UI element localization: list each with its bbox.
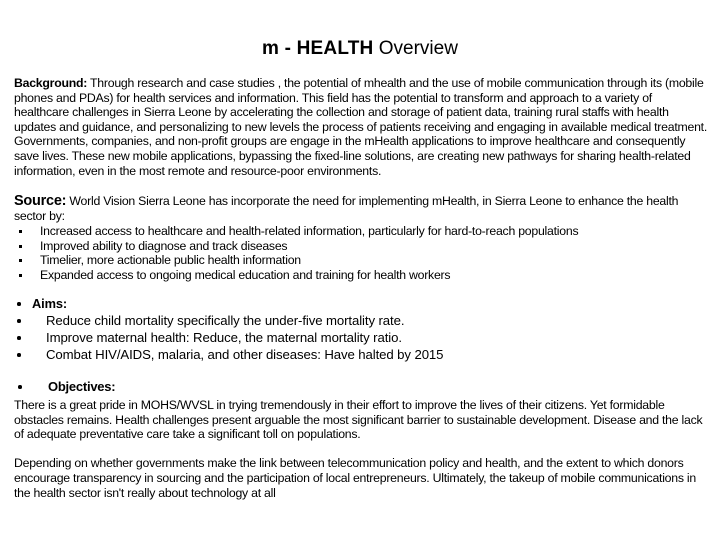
source-bullet-list xyxy=(14,224,708,282)
square-bullet-icon xyxy=(19,274,22,277)
page-title xyxy=(0,38,720,60)
source-paragraph xyxy=(14,194,708,223)
round-bullet-icon xyxy=(18,385,22,389)
round-bullet-icon xyxy=(17,302,21,306)
source-section xyxy=(14,194,708,223)
objectives-paragraph-2: Depending on whether governments make the link between telecommunication policy and health, and the extent to which donors encourage transparency in sourcing and the participation of local entrepreneurs. Ultimately, the takeup of mobile communications in the health sector isn't really about technology at all xyxy=(14,456,697,500)
background-label: Background: xyxy=(14,76,88,90)
list-item-label: Increased access to healthcare and health-related information, particularly for hard-to-reach populations xyxy=(40,224,579,238)
objectives-heading-label: Objectives: xyxy=(48,379,116,394)
list-item-label: Timelier, more actionable public health information xyxy=(40,253,301,268)
list-item-label: Reduce child mortality specifically the under-five mortality rate. xyxy=(46,313,405,328)
square-bullet-icon xyxy=(19,230,22,233)
title-regular-word: Overview xyxy=(378,38,458,59)
list-item-label: Improve maternal health: Reduce, the maternal mortality ratio. xyxy=(46,330,402,345)
source-body: World Vision Sierra Leone has incorporate the need for implementing mHealth, in Sierra Leone to enhance the health sector by: xyxy=(14,194,679,223)
list-item-label: Combat HIV/AIDS, malaria, and other diseases: Have halted by 2015 xyxy=(46,347,444,362)
list-item xyxy=(14,346,708,363)
objectives-section xyxy=(14,379,708,500)
objectives-paragraph-1: There is a great pride in MOHS/WVSL in trying tremendously in their effort to improve the lives of their citizens. Yet formidable obstacles remains. Health challenges present arguable the most significant barrier to sustainable development. Disease and the lack of adequate preventative care take a significant toll on populations. xyxy=(14,398,703,442)
title-bold-part: m - HEALTH xyxy=(262,38,374,59)
list-item xyxy=(14,253,708,268)
square-bullet-icon xyxy=(19,245,22,248)
round-bullet-icon xyxy=(17,336,21,340)
round-bullet-icon xyxy=(17,353,21,357)
aims-heading xyxy=(14,296,708,312)
list-item xyxy=(14,268,708,283)
aims-heading-label: Aims: xyxy=(32,296,68,311)
list-item xyxy=(14,239,708,254)
list-item xyxy=(14,329,708,346)
background-body: Through research and case studies , the potential of mhealth and the use of mobile communication through its (mobile phones and PDAs) for health services and information. This field has the potential to transform and approach to a variety of healthcare challenges in Sierra Leone by accelerating the collection and storage of patient data, training rural staffs with health updates and guidance, and personalizing to new levels the process of patients receiving and engaging in available medical treatment. Governments, companies, and non-profit groups are engage in the mHealth applications to improve healthcare and consequently save lives. These new mobile applications, bypassing the fixed-line solutions, are creating new pathways for sharing health-related information, even in the most remote and resource-poor environments. xyxy=(14,76,707,178)
list-item-label: Expanded access to ongoing medical education and training for health workers xyxy=(40,267,451,282)
list-item xyxy=(14,224,708,239)
aims-ul xyxy=(14,296,708,363)
list-item xyxy=(14,312,708,329)
aims-section xyxy=(14,296,708,363)
source-label: Source: xyxy=(14,193,67,209)
background-section xyxy=(14,76,708,178)
round-bullet-icon xyxy=(17,319,21,323)
source-bullets-ul xyxy=(14,224,708,282)
list-item-label: Improved ability to diagnose and track diseases xyxy=(40,238,288,253)
background-paragraph xyxy=(14,76,708,178)
objectives-heading xyxy=(14,379,708,395)
square-bullet-icon xyxy=(19,259,22,262)
